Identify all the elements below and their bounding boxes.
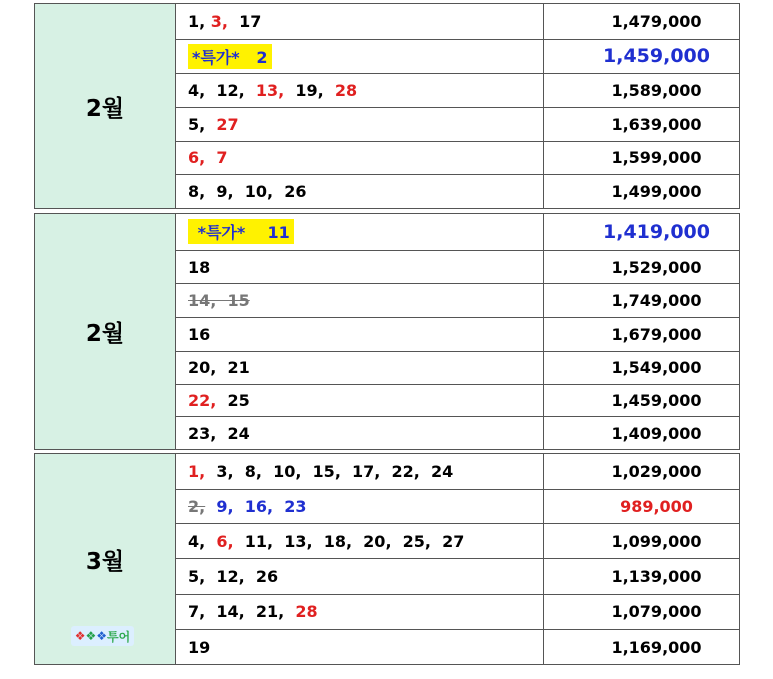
table-row — [175, 523, 739, 558]
date-segment: 1, — [188, 11, 211, 31]
date-segment: 5, 12, 26 — [188, 566, 279, 586]
date-segment: 9, 16, 23 — [205, 496, 307, 516]
price-cell: 1,749,000 — [611, 291, 702, 311]
date-segment: 20, 21 — [188, 358, 250, 378]
month-label: 3월 ❖❖❖ 투어 — [35, 454, 176, 664]
departure-dates — [175, 454, 544, 489]
price-cell: 1,029,000 — [611, 461, 702, 481]
date-segment: 3, — [210, 11, 234, 31]
date-segment: 1, — [188, 461, 206, 481]
departure-dates — [175, 214, 544, 250]
date-segment: 18 — [188, 257, 211, 277]
price-cell: 1,139,000 — [611, 566, 702, 586]
table-row — [175, 317, 739, 351]
table-row — [175, 250, 739, 284]
date-segment: 16 — [188, 324, 211, 344]
date-segment: 6, — [216, 531, 234, 551]
date-segment: 7, 14, 21, — [188, 602, 296, 622]
date-segment: 28 — [295, 602, 318, 622]
price-cell: 1,099,000 — [611, 531, 702, 551]
table-row — [175, 454, 739, 489]
date-segment: *특가* 2 — [192, 47, 268, 67]
logo-text: 투어 — [107, 629, 131, 644]
month-label: 2월 — [35, 4, 176, 208]
date-segment: 14, 15 — [188, 291, 250, 311]
departure-dates — [175, 175, 544, 208]
departure-dates — [175, 595, 544, 630]
date-segment: 19 — [188, 637, 211, 657]
departure-dates — [175, 385, 544, 417]
departure-dates — [175, 318, 544, 351]
table-row — [175, 4, 739, 39]
month-block — [34, 453, 740, 665]
price-cell: 1,589,000 — [611, 81, 702, 101]
departure-dates — [175, 4, 544, 39]
table-row — [175, 594, 739, 630]
date-segment: 11, 13, 18, 20, 25, 27 — [233, 531, 465, 551]
departure-dates — [175, 284, 544, 317]
table-row — [175, 416, 739, 449]
price-cell: 1,479,000 — [611, 11, 702, 31]
date-segment: 6, 7 — [188, 148, 228, 168]
date-segment: 8, 9, 10, 26 — [188, 182, 307, 202]
date-segment: 23, 24 — [188, 423, 250, 443]
date-segment: 13, — [255, 81, 285, 101]
price-cell: 1,599,000 — [611, 148, 702, 168]
date-segment: 19, — [284, 81, 335, 101]
table-row — [175, 141, 739, 175]
price-cell: 1,419,000 — [603, 220, 710, 243]
departure-dates — [175, 40, 544, 74]
table-row — [175, 174, 739, 208]
date-segment: 2, — [188, 496, 206, 516]
departure-dates — [175, 630, 544, 664]
people-icon: ❖❖❖ — [74, 629, 108, 643]
date-segment: 4, — [188, 531, 217, 551]
date-segment: 17 — [233, 11, 262, 31]
date-segment: 27 — [216, 114, 239, 134]
table-row — [175, 489, 739, 524]
date-segment: 28 — [334, 81, 358, 101]
departure-dates — [175, 524, 544, 558]
month-block — [34, 213, 740, 450]
table-row — [175, 558, 739, 594]
price-cell: 1,679,000 — [611, 324, 702, 344]
table-row — [175, 39, 739, 74]
departure-dates — [175, 417, 544, 449]
departure-dates — [175, 490, 544, 524]
date-segment: 4, 12, — [188, 81, 256, 101]
table-row — [175, 384, 739, 417]
departure-dates — [175, 559, 544, 594]
date-segment: 5, — [188, 114, 217, 134]
price-cell: 1,529,000 — [611, 257, 702, 277]
departure-dates — [175, 108, 544, 141]
tour-logo — [71, 626, 134, 646]
table-row — [175, 283, 739, 317]
date-segment: 3, 8, 10, 15, 17, 22, 24 — [205, 461, 454, 481]
price-cell: 1,409,000 — [611, 423, 702, 443]
date-segment: *특가* 11 — [192, 223, 290, 243]
date-segment: 22, — [188, 390, 217, 410]
price-cell: 1,459,000 — [603, 45, 710, 68]
departure-dates — [175, 142, 544, 175]
price-cell: 1,499,000 — [611, 182, 702, 202]
departure-dates — [175, 352, 544, 384]
price-cell: 989,000 — [620, 496, 693, 516]
table-row — [175, 351, 739, 384]
price-cell: 1,639,000 — [611, 114, 702, 134]
month-label: 2월 — [35, 214, 176, 449]
table-row — [175, 107, 739, 141]
departure-dates — [175, 251, 544, 284]
price-cell: 1,549,000 — [611, 358, 702, 378]
departure-dates — [175, 74, 544, 107]
table-row — [175, 73, 739, 107]
price-cell: 1,169,000 — [611, 637, 702, 657]
price-cell: 1,459,000 — [611, 390, 702, 410]
price-cell: 1,079,000 — [611, 602, 702, 622]
table-row — [175, 214, 739, 250]
date-segment: 25 — [216, 390, 250, 410]
month-block — [34, 3, 740, 209]
special-highlight — [188, 219, 294, 244]
table-row — [175, 629, 739, 664]
special-highlight — [188, 44, 272, 69]
